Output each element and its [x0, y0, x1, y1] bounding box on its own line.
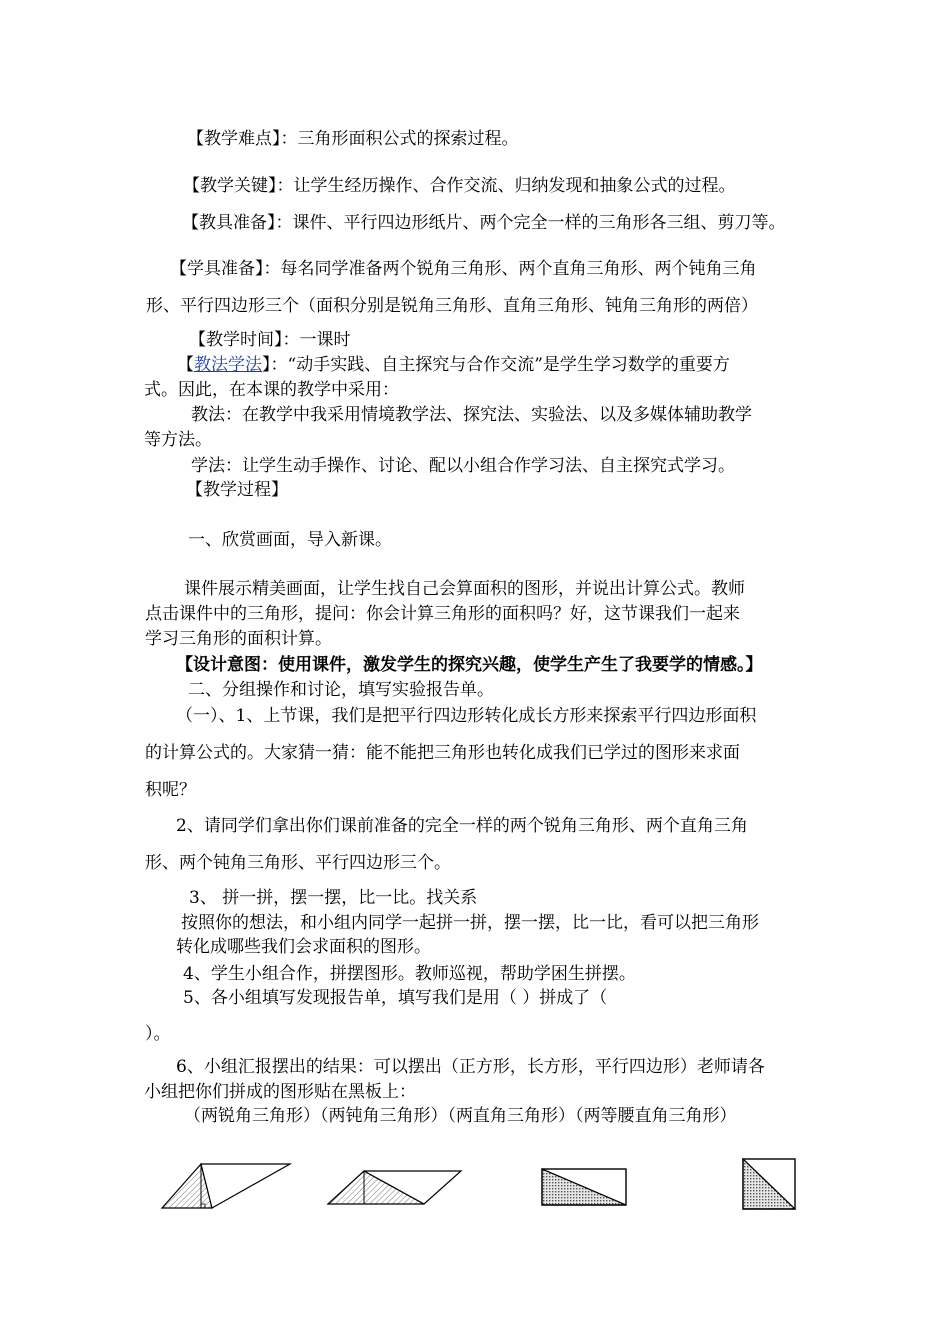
step-1-line-2: 的计算公式的。大家猜一猜：能不能把三角形也转化成我们已学过的图形来求面	[145, 743, 740, 763]
section-one-heading: 一、欣赏画面，导入新课。	[188, 530, 392, 550]
key-point-line: 【教学关键】：让学生经历操作、合作交流、归纳发现和抽象公式的过程。	[183, 176, 736, 196]
step-3-instruction-line-2: 转化成哪些我们会求面积的图形。	[176, 937, 431, 957]
teaching-method-line-2: 等方法。	[144, 430, 212, 450]
difficulty-line: 【教学难点】：三角形面积公式的探索过程。	[187, 129, 519, 149]
two-right-triangles-figure	[540, 1167, 630, 1209]
step-5-line: 5、各小组填写发现报告单，填写我们是用（ ）拼成了（	[183, 988, 608, 1008]
teaching-time-line: 【教学时间】：一课时	[189, 330, 351, 350]
intro-paragraph-line-3: 学习三角形的面积计算。	[145, 629, 332, 649]
step-1-line-3: 积呢？	[145, 780, 196, 800]
teaching-method-line: 教法：在教学中我采用情境教学法、探究法、实验法、以及多媒体辅助教学	[191, 405, 752, 425]
intro-paragraph-line-1: 课件展示精美画面，让学生找自己会算面积的图形，并说出计算公式。教师	[184, 579, 745, 599]
step-3-line: 3、 拼一拼，摆一摆，比一比。找关系	[189, 888, 478, 908]
methods-line-2: 式。因此，在本课的教学中采用：	[144, 380, 399, 400]
methods-text: 】：“动手实践、自主探究与合作交流”是学生学习数学的重要方	[262, 355, 730, 375]
step-1-line-1: （一）、1、上节课，我们是把平行四边形转化成长方形来探索平行四边形面积	[176, 706, 757, 726]
design-intent-line: 【设计意图：使用课件，激发学生的探究兴趣，使学生产生了我要学的情感。】	[176, 655, 763, 675]
methods-line	[177, 354, 730, 376]
step-2-line-1: 2、请同学们拿出你们课前准备的完全一样的两个锐角三角形、两个直角三角	[176, 816, 748, 836]
section-two-heading: 二、分组操作和讨论，填写实验报告单。	[188, 680, 494, 700]
process-heading: 【教学过程】	[186, 480, 288, 500]
step-2-line-2: 形、两个钝角三角形、平行四边形三个。	[145, 853, 451, 873]
step-5-line-2: ）。	[145, 1024, 171, 1044]
step-6-line-1: 6、小组汇报摆出的结果：可以摆出（正方形，长方形，平行四边形）老师请各	[176, 1057, 765, 1077]
learning-method-line: 学法：让学生动手操作、讨论、配以小组合作学习法、自主探究式学习。	[191, 456, 735, 476]
two-obtuse-triangles-figure	[326, 1168, 466, 1208]
two-acute-triangles-figure	[160, 1160, 295, 1212]
methods-link[interactable]: 教法学法	[194, 355, 262, 375]
step-3-instruction-line-1: 按照你的想法，和小组内同学一起拼一拼，摆一摆，比一比，看可以把三角形	[181, 913, 759, 933]
two-isosceles-right-triangles-figure	[741, 1157, 799, 1213]
student-materials-line: 【学具准备】：每名同学准备两个锐角三角形、两个直角三角形、两个钝角三角	[170, 259, 757, 279]
student-materials-line-2: 形、平行四边形三个（面积分别是锐角三角形、直角三角形、钝角三角形的两倍）	[146, 296, 758, 316]
step-6-line-2: 小组把你们拼成的图形贴在黑板上：	[144, 1082, 416, 1102]
teaching-aids-line: 【教具准备】：课件、平行四边形纸片、两个完全一样的三角形各三组、剪刀等。	[182, 213, 786, 233]
step-4-line: 4、学生小组合作，拼摆图形。教师巡视，帮助学困生拼摆。	[183, 964, 636, 984]
figure-captions-line: （两锐角三角形）（两钝角三角形）（两直角三角形）（两等腰直角三角形）	[184, 1106, 737, 1126]
intro-paragraph-line-2: 点击课件中的三角形，提问：你会计算三角形的面积吗？好，这节课我们一起来	[145, 604, 740, 624]
methods-bracket: 【	[177, 355, 194, 375]
